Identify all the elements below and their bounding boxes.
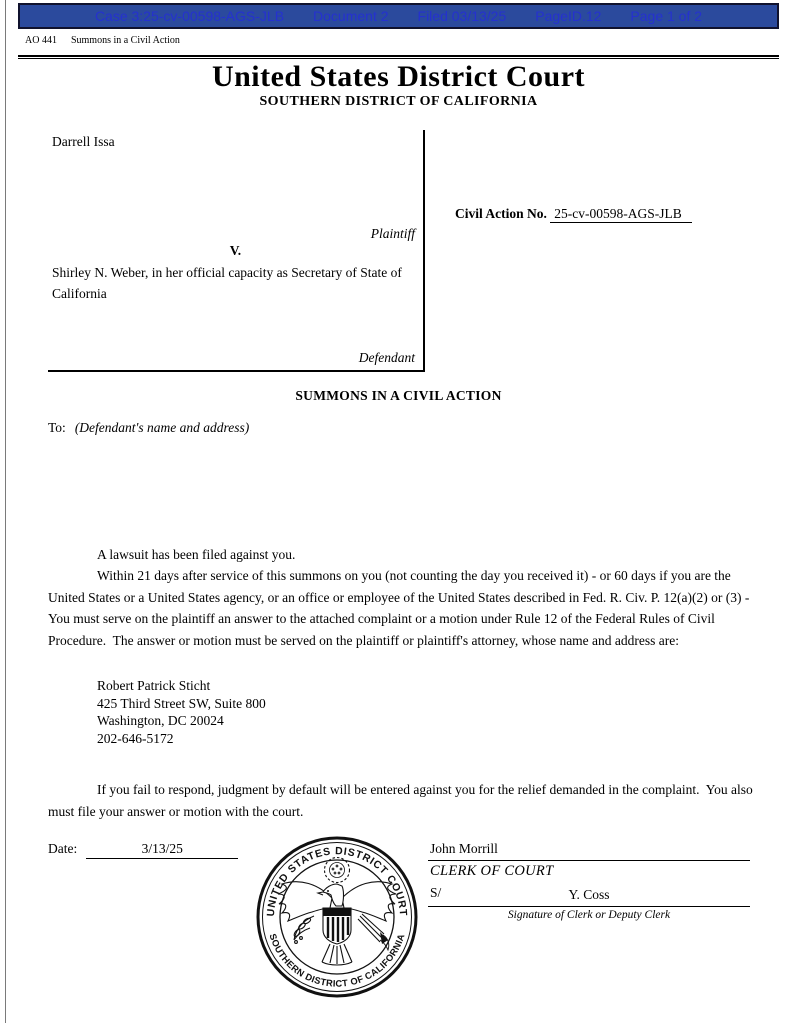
clerk-name: John Morrill [428, 841, 750, 861]
versus-label: V. [229, 243, 242, 258]
form-id-line [25, 35, 180, 46]
plaintiff-name: Darrell Issa [52, 134, 115, 149]
date-row [48, 841, 238, 859]
seal-top-text: UNITED STATES DISTRICT COURT [264, 845, 410, 917]
page-edge-line [5, 0, 6, 1023]
attorney-street: 425 Third Street SW, Suite 800 [97, 695, 266, 711]
deputy-signature-line [428, 883, 750, 907]
lawsuit-filed-text: A lawsuit has been filed against you. [97, 547, 296, 562]
form-number: AO 441 [25, 35, 57, 46]
date-value: 3/13/25 [86, 841, 238, 859]
defendant-name: Shirley N. Weber, in her official capacity as Secretary of State of California [52, 265, 402, 301]
banner-page-count: Page 1 of 2 [630, 8, 703, 24]
defendant-label: Defendant [358, 350, 415, 365]
service-instructions-text: Within 21 days after service of this summons on you (not counting the day you received it) - or 60 days if you are the United States or a United States agency, or an office or employee of the United States described in Fed. R. Civ. P. 12(a)(2) or (3) - You must serve on the plaintiff an answer to the attached complaint or a motion under Rule 12 of the Federal Rules of Civil Procedure. The answer or motion must be served on the plaintiff or plaintiff's attorney, whose name and address are: [48, 568, 753, 648]
court-district: SOUTHERN DISTRICT OF CALIFORNIA [259, 94, 538, 109]
civil-action-label: Civil Action No. [455, 206, 547, 221]
caption-box [48, 130, 425, 372]
court-title: United States District Court [211, 60, 586, 93]
signature-block [428, 841, 750, 921]
date-label: Date: [48, 841, 78, 856]
to-hint: (Defendant's name and address) [74, 420, 250, 435]
form-title: Summons in a Civil Action [70, 35, 180, 46]
to-line [48, 420, 249, 436]
plaintiff-label: Plaintiff [370, 226, 415, 241]
court-seal [252, 832, 422, 1002]
attorney-city: Washington, DC 20024 [97, 713, 224, 728]
banner-case-number: Case 3:25-cv-00598-AGS-JLB [94, 8, 285, 24]
banner-page-id: PageID.12 [535, 8, 602, 24]
double-rule-divider [18, 55, 779, 59]
summons-heading: SUMMONS IN A CIVIL ACTION [295, 388, 502, 403]
banner-filed-date: Filed 03/13/25 [417, 8, 507, 24]
civil-action-row [455, 206, 692, 222]
civil-action-number: 25-cv-00598-AGS-JLB [550, 206, 692, 223]
clerk-title: CLERK OF COURT [430, 863, 554, 879]
case-stamp-banner [18, 3, 779, 29]
seal-bottom-text: SOUTHERN DISTRICT OF CALIFORNIA [267, 932, 407, 989]
to-label: To: [48, 420, 66, 435]
deputy-clerk-signature: Y. Coss [568, 887, 610, 902]
default-warning-text: If you fail to respond, judgment by default will be entered against you for the relief demanded in the complaint. You also must file your answer or motion with the court. [48, 782, 757, 819]
s-slash-label: S/ [430, 885, 442, 900]
attorney-address-block [97, 677, 266, 747]
attorney-name: Robert Patrick Sticht [97, 678, 211, 693]
attorney-phone: 202-646-5172 [97, 730, 174, 746]
banner-document-number: Document 2 [313, 8, 389, 24]
signature-caption: Signature of Clerk or Deputy Clerk [507, 909, 671, 921]
